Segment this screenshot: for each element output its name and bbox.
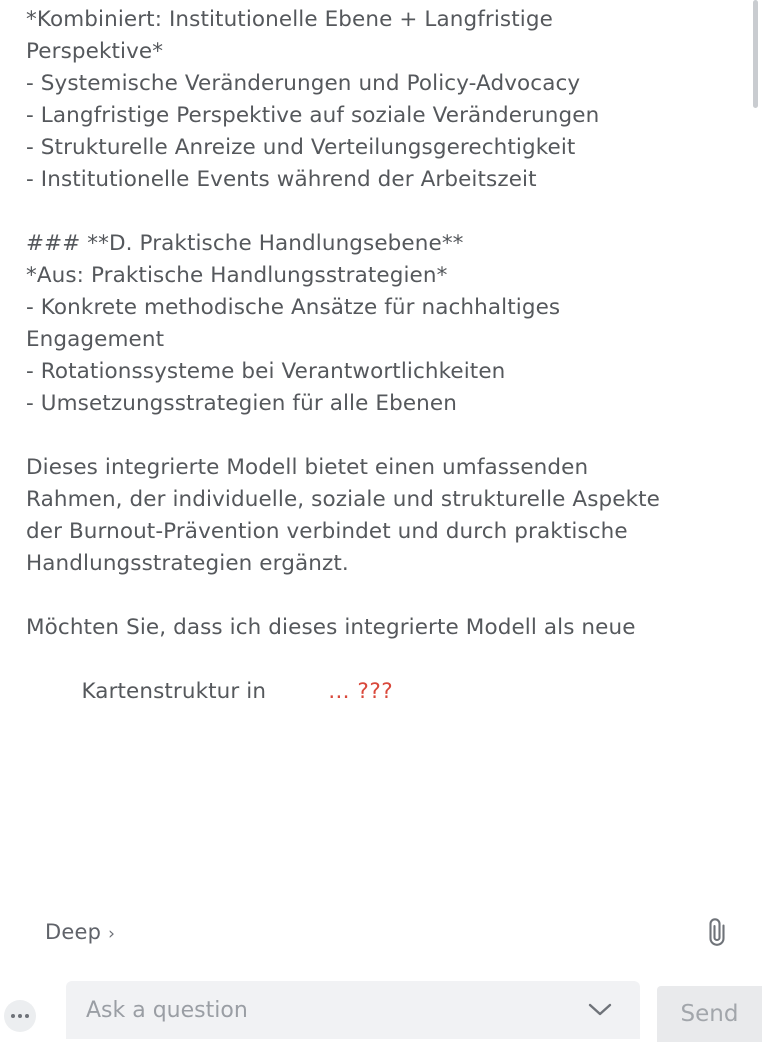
message-line: ### **D. Praktische Handlungsebene** [26, 231, 464, 256]
message-line: - Strukturelle Anreize und Verteilungsgerechtigkeit [26, 135, 576, 160]
send-button[interactable]: Send [657, 986, 762, 1042]
composer-input-row [0, 974, 762, 1046]
message-line: Dieses integrierte Modell bietet einen umfassenden [26, 455, 589, 480]
message-line: - Rotationssysteme bei Verantwortlichkeiten [26, 359, 506, 384]
scrollbar-thumb[interactable] [753, 0, 758, 108]
message-line: Perspektive* [26, 39, 164, 64]
message-line-text: Kartenstruktur in [81, 679, 267, 704]
message-line: - Institutionelle Events während der Arbeitszeit [26, 167, 537, 192]
search-input[interactable] [84, 997, 578, 1024]
deep-mode-label: Deep [45, 920, 102, 944]
message-last-line [26, 644, 732, 740]
message-line: - Konkrete methodische Ansätze für nachhaltiges [26, 295, 561, 320]
message-line: Möchten Sie, dass ich dieses integrierte Modell als neue [26, 615, 636, 640]
composer-zone [0, 880, 762, 1046]
message-line: Handlungsstrategien ergänzt. [26, 551, 349, 576]
message-blank-line [26, 196, 732, 228]
message-line: - Umsetzungsstrategien für alle Ebenen [26, 391, 457, 416]
message-line: - Langfristige Perspektive auf soziale Veränderungen [26, 103, 600, 128]
assistant-message [26, 4, 732, 740]
message-line: Rahmen, der individuelle, soziale und strukturelle Aspekte [26, 487, 661, 512]
message-line: *Kombiniert: Institutionelle Ebene + Langfristige [26, 7, 553, 32]
truncation-marker: … ??? [328, 679, 394, 704]
message-line: Engagement [26, 327, 165, 352]
ellipsis-icon[interactable] [4, 1000, 36, 1032]
scrollbar-track[interactable] [754, 0, 760, 880]
deep-mode-button[interactable] [45, 920, 115, 944]
message-line: der Burnout-Prävention verbindet und durch praktische [26, 519, 628, 544]
dot [11, 1014, 15, 1018]
chevron-down-icon[interactable] [578, 984, 622, 1036]
message-blank-line [26, 580, 732, 612]
message-line: - Systemische Veränderungen und Policy-Advocacy [26, 71, 581, 96]
chevron-right-icon: › [108, 924, 116, 944]
dot [25, 1014, 29, 1018]
message-line: *Aus: Praktische Handlungsstrategien* [26, 263, 448, 288]
composer-toolbar [45, 912, 734, 952]
dot [18, 1014, 22, 1018]
message-blank-line [26, 420, 732, 452]
paperclip-icon[interactable] [700, 914, 734, 950]
ask-question-field[interactable] [66, 981, 640, 1039]
